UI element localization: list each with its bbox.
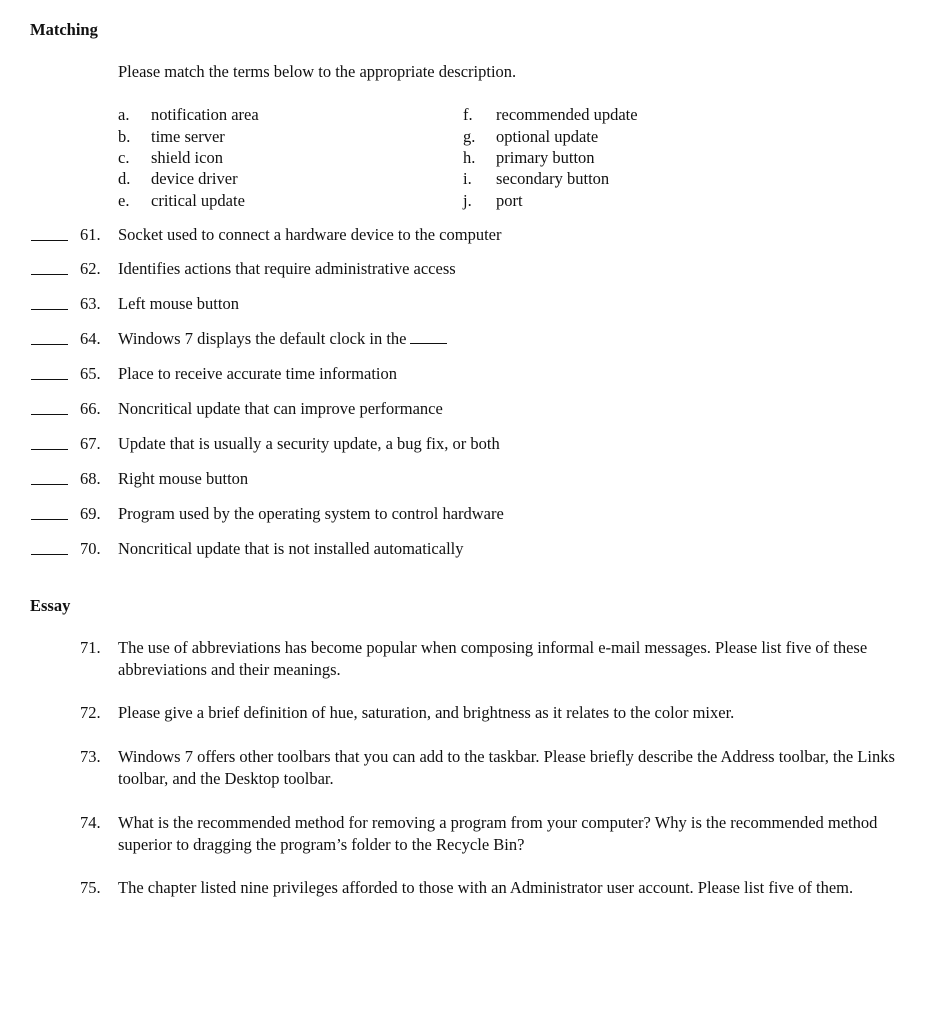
question-number: 65. [80, 364, 101, 383]
answer-blank[interactable] [31, 519, 68, 520]
question-number: 69. [80, 504, 101, 523]
question-text: Windows 7 offers other toolbars that you can add to the taskbar. Please briefly describe the Address toolbar, the Links toolbar, and the Desktop toolbar. [118, 747, 895, 788]
term-text: optional update [496, 127, 599, 146]
essay-heading: Essay [30, 596, 71, 615]
question-number: 75. [80, 878, 101, 897]
term-text: notification area [151, 105, 259, 124]
question-text-wrap [118, 328, 447, 350]
question-text: Update that is usually a security update, a bug fix, or both [118, 434, 500, 453]
question-number: 68. [80, 469, 101, 488]
answer-blank[interactable] [31, 554, 68, 555]
answer-blank[interactable] [31, 484, 68, 485]
term-letter: a. [118, 105, 130, 124]
question-number: 71. [80, 638, 101, 657]
question-text: Place to receive accurate time information [118, 364, 397, 383]
term-letter: j. [463, 191, 472, 210]
matching-question-62 [0, 258, 950, 280]
question-text: What is the recommended method for removing a program from your computer? Why is the recommended method superior to dragging the program’s folder to the Recycle Bin? [118, 813, 878, 854]
term-text: recommended update [496, 105, 638, 124]
matching-instructions: Please match the terms below to the appropriate description. [118, 62, 517, 81]
term-letter: i. [463, 169, 472, 188]
question-text: The use of abbreviations has become popular when composing informal e-mail messages. Please list five of these abbreviations and their meanings. [118, 638, 868, 679]
question-text: Identifies actions that require administrative access [118, 259, 456, 278]
term-text: critical update [151, 191, 245, 210]
matching-question-64 [0, 328, 950, 350]
question-number: 64. [80, 329, 101, 348]
answer-blank[interactable] [31, 344, 68, 345]
question-number: 61. [80, 225, 101, 244]
answer-blank[interactable] [31, 309, 68, 310]
term-letter: g. [463, 127, 476, 146]
question-number: 62. [80, 259, 101, 278]
matching-question-65 [0, 363, 950, 385]
question-text: The chapter listed nine privileges afforded to those with an Administrator user account. Please list five of them. [118, 878, 854, 897]
answer-blank[interactable] [31, 449, 68, 450]
inline-blank[interactable] [410, 331, 447, 344]
matching-question-70 [0, 538, 950, 560]
question-number: 73. [80, 747, 101, 766]
question-text: Right mouse button [118, 469, 249, 488]
term-letter: d. [118, 169, 131, 188]
question-text: Program used by the operating system to control hardware [118, 504, 504, 523]
term-text: shield icon [151, 148, 223, 167]
question-text: Left mouse button [118, 294, 239, 313]
question-text: Noncritical update that is not installed automatically [118, 539, 464, 558]
question-text: Windows 7 displays the default clock in the [118, 329, 407, 348]
matching-question-66 [0, 398, 950, 420]
question-text: Noncritical update that can improve performance [118, 399, 443, 418]
matching-question-63 [0, 293, 950, 315]
term-letter: e. [118, 191, 130, 210]
question-number: 74. [80, 813, 101, 832]
answer-blank[interactable] [31, 414, 68, 415]
answer-blank[interactable] [31, 379, 68, 380]
question-text: Please give a brief definition of hue, saturation, and brightness as it relates to the color mixer. [118, 703, 735, 722]
matching-question-68 [0, 468, 950, 490]
matching-heading: Matching [30, 20, 98, 39]
answer-blank[interactable] [31, 274, 68, 275]
term-text: secondary button [496, 169, 610, 188]
question-number: 67. [80, 434, 101, 453]
question-number: 70. [80, 539, 101, 558]
matching-question-61 [0, 224, 950, 246]
question-number: 66. [80, 399, 101, 418]
matching-question-69 [0, 503, 950, 525]
term-text: time server [151, 127, 225, 146]
question-number: 63. [80, 294, 101, 313]
term-letter: h. [463, 148, 476, 167]
question-number: 72. [80, 703, 101, 722]
term-letter: c. [118, 148, 130, 167]
term-letter: b. [118, 127, 131, 146]
term-text: device driver [151, 169, 238, 188]
term-letter: f. [463, 105, 473, 124]
term-text: port [496, 191, 523, 210]
question-text: Socket used to connect a hardware device to the computer [118, 225, 502, 244]
term-text: primary button [496, 148, 595, 167]
matching-question-67 [0, 433, 950, 455]
answer-blank[interactable] [31, 240, 68, 241]
